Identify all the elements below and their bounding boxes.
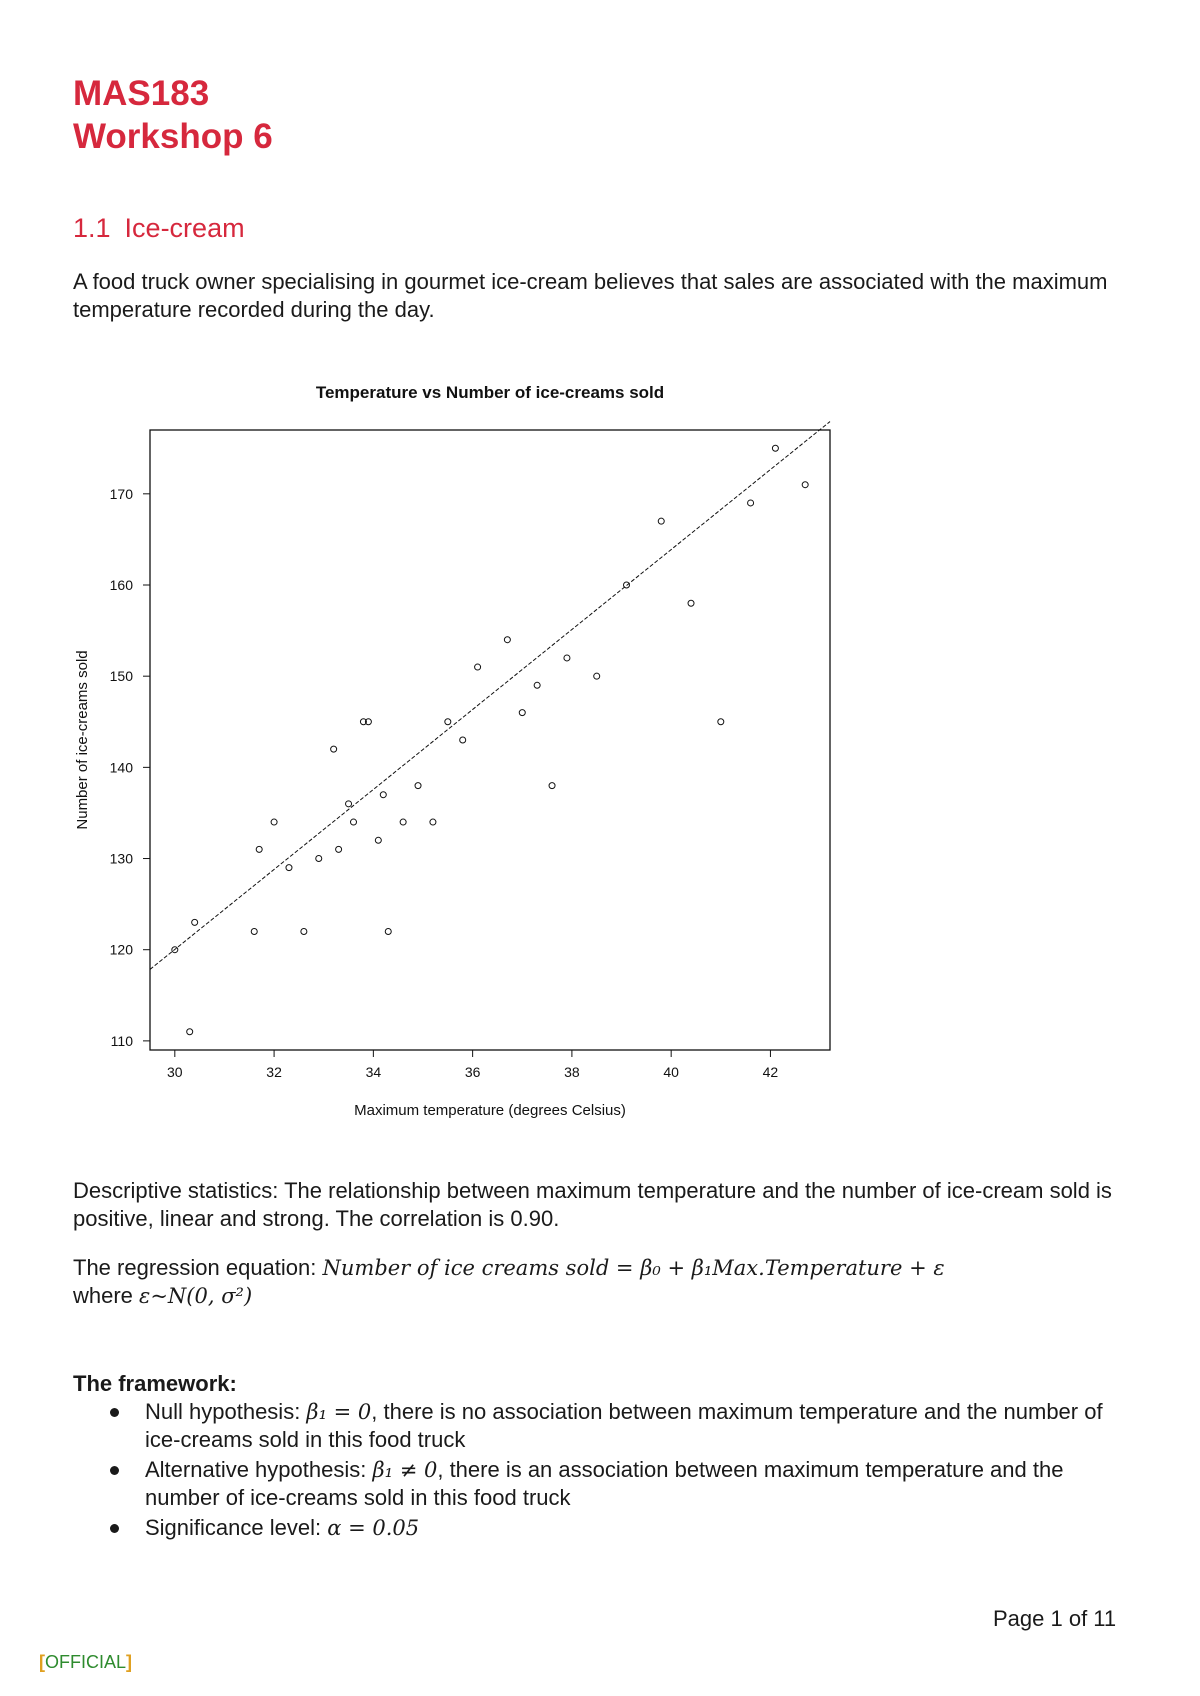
- x-tick-label: 34: [365, 1064, 382, 1080]
- y-axis: [110, 486, 150, 1049]
- data-point: [187, 1029, 193, 1035]
- data-point: [286, 865, 292, 871]
- x-tick-label: 30: [167, 1064, 183, 1080]
- data-point: [748, 500, 754, 506]
- data-point: [460, 737, 466, 743]
- data-point: [594, 673, 600, 679]
- document-title: [73, 72, 273, 158]
- y-tick-label: 130: [109, 850, 133, 867]
- data-point: [504, 637, 510, 643]
- data-point: [346, 801, 352, 807]
- x-tick-label: 40: [663, 1064, 679, 1080]
- bullet-icon: [110, 1524, 119, 1533]
- x-axis: [167, 1050, 778, 1080]
- y-axis-label: Number of ice-creams sold: [74, 650, 91, 830]
- data-point: [564, 655, 570, 661]
- x-tick-label: 38: [564, 1064, 580, 1080]
- y-tick-label: 140: [109, 759, 133, 776]
- data-points: [172, 445, 808, 1035]
- data-point: [400, 819, 406, 825]
- data-point: [519, 710, 525, 716]
- bracket-open: [: [39, 1652, 45, 1672]
- where-label: where: [73, 1283, 140, 1308]
- x-tick-label: 42: [762, 1064, 779, 1080]
- course-code: MAS183: [73, 74, 210, 113]
- data-point: [802, 482, 808, 488]
- data-point: [475, 664, 481, 670]
- list-item: [73, 1456, 1133, 1512]
- item-lead: Significance level:: [145, 1515, 328, 1540]
- item-lead: Null hypothesis:: [145, 1399, 307, 1424]
- workshop-label: Workshop 6: [73, 117, 273, 156]
- regression-paragraph: [73, 1254, 1133, 1310]
- scatter-chart: [70, 370, 850, 1140]
- x-tick-label: 32: [266, 1064, 282, 1080]
- x-tick-label: 36: [464, 1064, 481, 1080]
- intro-paragraph: A food truck owner specialising in gourmet ice-cream believes that sales are associated with the maximum temperature recorded during the day.: [73, 269, 1108, 322]
- y-tick-label: 150: [109, 668, 133, 685]
- classification-label: [39, 1652, 132, 1673]
- data-point: [336, 846, 342, 852]
- significance-level-math: α = 0.05: [327, 1516, 420, 1540]
- data-point: [772, 445, 778, 451]
- data-point: [415, 783, 421, 789]
- item-text: , there is no association between maximum temperature and the number of ice-creams sold in this food truck: [145, 1399, 1103, 1452]
- data-point: [658, 518, 664, 524]
- data-point: [271, 819, 277, 825]
- error-distribution: ε~N(0, σ²): [139, 1284, 253, 1308]
- bullet-icon: [110, 1466, 119, 1475]
- regression-equation: Number of ice creams sold = β₀ + β₁Max.Temperature + ε: [322, 1256, 945, 1280]
- chart-title: Temperature vs Number of ice-creams sold: [315, 383, 665, 402]
- data-point: [549, 783, 555, 789]
- section-heading: [73, 211, 245, 245]
- classification-text: OFFICIAL: [45, 1652, 127, 1672]
- descriptive-statistics: Descriptive statistics: The relationship between maximum temperature and the number of ice-cream sold is positive, linear and strong. The correlation is 0.90.: [73, 1178, 1112, 1231]
- data-point: [534, 682, 540, 688]
- section-title: Ice-cream: [124, 213, 245, 243]
- data-point: [385, 928, 391, 934]
- data-point: [192, 919, 198, 925]
- item-text: , there is an association between maximum temperature and the number of ice-creams sold in this food truck: [145, 1457, 1064, 1510]
- data-point: [445, 719, 451, 725]
- data-point: [301, 928, 307, 934]
- data-point: [251, 928, 257, 934]
- x-axis-label: Maximum temperature (degrees Celsius): [354, 1102, 626, 1119]
- y-tick-label: 170: [109, 485, 133, 502]
- data-point: [256, 846, 262, 852]
- y-tick-label: 120: [109, 941, 133, 958]
- regression-label: The regression equation:: [73, 1255, 323, 1280]
- data-point: [430, 819, 436, 825]
- data-point: [331, 746, 337, 752]
- null-hypothesis-math: β₁ = 0: [306, 1400, 372, 1424]
- data-point: [688, 600, 694, 606]
- page-number: Page 1 of 11: [993, 1606, 1117, 1631]
- bullet-icon: [110, 1408, 119, 1417]
- data-point: [718, 719, 724, 725]
- list-item: [73, 1398, 1133, 1454]
- regression-line: [150, 422, 830, 970]
- alternative-hypothesis-math: β₁ ≠ 0: [372, 1458, 438, 1482]
- y-tick-label: 160: [109, 577, 133, 593]
- item-lead: Alternative hypothesis:: [145, 1457, 373, 1482]
- plot-frame: [150, 430, 830, 1050]
- bracket-close: ]: [126, 1652, 133, 1672]
- section-number: 1.1: [73, 213, 111, 243]
- y-tick-label: 110: [110, 1032, 133, 1049]
- data-point: [380, 792, 386, 798]
- framework-label: The framework:: [73, 1371, 237, 1396]
- data-point: [375, 837, 381, 843]
- data-point: [316, 856, 322, 862]
- data-point: [351, 819, 357, 825]
- framework-list: [73, 1398, 1133, 1544]
- list-item: [73, 1514, 1133, 1542]
